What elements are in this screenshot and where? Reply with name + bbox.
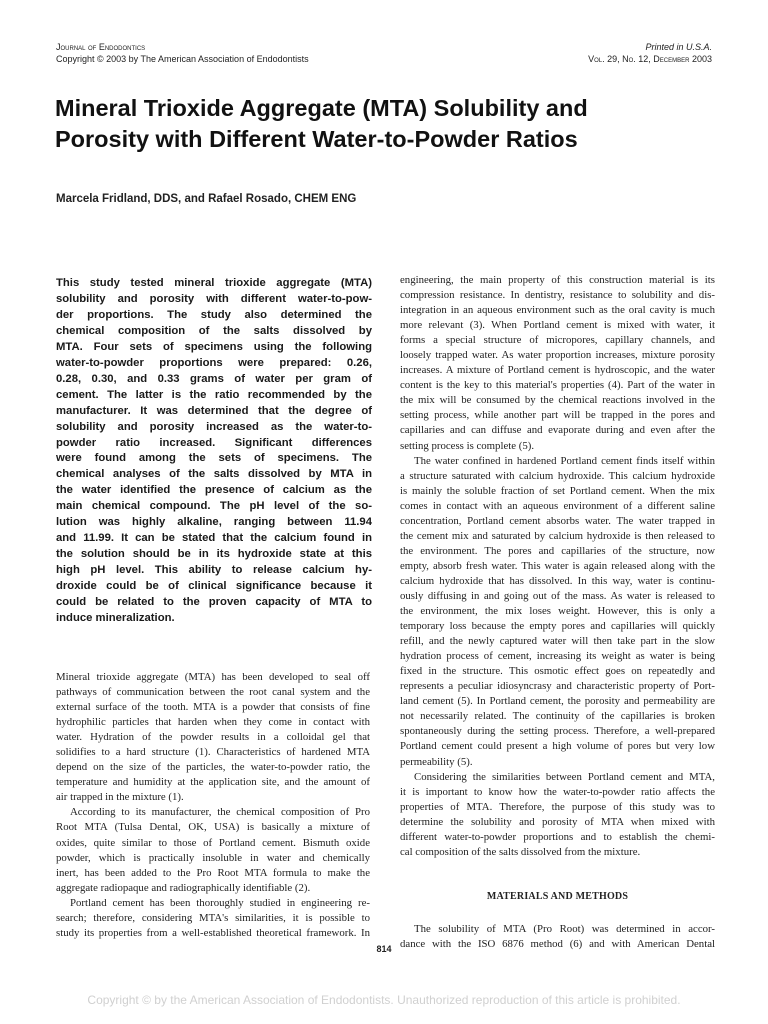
abstract-line: induce mineralization. — [56, 612, 175, 625]
abstract-line: were found among the sets of specimens. The — [56, 452, 372, 465]
running-header-left — [56, 42, 309, 65]
body-line: increases. A mixture of Portland cement is hydroscopic, and the water — [400, 364, 715, 377]
body-line: The water confined in hardened Portland cement finds itself within — [414, 454, 715, 467]
abstract — [56, 276, 372, 627]
body-line: ously diffusing in and going out of the mass. As water is released to — [400, 589, 715, 602]
abstract-line: solubility and porosity increased as the water-to- — [56, 420, 372, 433]
body-line: a structure saturated with calcium hydroxide. This calcium hydroxide — [400, 469, 715, 482]
body-line: solidifies to a hard structure (1). Characteristics of hardened MTA — [56, 746, 370, 759]
body-line: Root MTA (Tulsa Dental, OK, USA) is basically a mixture of — [56, 821, 370, 834]
journal-name: Journal of Endodontics — [56, 42, 146, 52]
body-line: more relevant (3). When Portland cement is mixed with water, it — [400, 319, 715, 332]
body-line: Mineral trioxide aggregate (MTA) has been developed to seal off — [56, 671, 370, 683]
abstract-line: powder ratio increased. Significant differences — [56, 436, 372, 449]
volume-issue: Vol. 29, No. 12, December 2003 — [588, 53, 712, 64]
body-line: dance with the ISO 6876 method (6) and with American Dental — [400, 937, 715, 950]
abstract-line: der proportions. The study also determined the — [56, 308, 372, 321]
body-line: calcium hydroxide that has dissolved. In this way, water is continu- — [400, 574, 715, 587]
article-title — [55, 93, 715, 155]
abstract-line: manufacturer. It was determined that the degree of — [56, 404, 372, 417]
abstract-line: cement. The latter is the ratio recommended by the — [56, 388, 372, 401]
abstract-line: This study tested mineral trioxide aggregate (MTA) — [56, 277, 372, 289]
body-line: not necessarily related. The continuity of the capillaries is broken — [400, 710, 715, 723]
body-line: integration in an aqueous environment such as the oral cavity is much — [400, 304, 715, 317]
body-line: setting process is complete (5). — [400, 439, 535, 452]
title-line: Mineral Trioxide Aggregate (MTA) Solubility and — [55, 95, 588, 121]
body-line: permeability (5). — [400, 755, 473, 768]
body-line: it is important to know how the water-to-powder ratio affects the — [400, 785, 715, 798]
body-line: search; therefore, considering MTA's similarities, it is possible to — [56, 911, 370, 924]
abstract-line: could be related to the proven capacity of MTA to — [56, 596, 372, 609]
body-line: cal composition of the salts dissolved from the mixture. — [400, 845, 641, 858]
body-line: Portland cement could present a high volume of pores but very low — [400, 740, 715, 753]
abstract-line: solubility and porosity with different water-to-pow- — [56, 292, 372, 305]
body-line: hydration process of cement, increasing its weight as water is being — [400, 650, 715, 663]
abstract-line: high pH level. This ability to release calcium hy- — [56, 564, 372, 577]
body-line: Portland cement has been thoroughly studied in engineering re- — [70, 896, 370, 909]
body-line: the environment, the mix loses weight. However, this is only a — [400, 605, 715, 618]
abstract-line: droxide could be of clinical significance because it — [56, 580, 372, 593]
body-line: pathways of communication between the root canal system and the — [56, 686, 370, 699]
body-line: fixed in the structure. This osmotic effect goes on repeatedly and — [400, 665, 715, 678]
body-line: oxides, quite similar to those of Portland cement. Bismuth oxide — [56, 836, 370, 849]
body-line: the mix will be consumed by the chemical reactions involved in the — [400, 394, 715, 407]
running-header-right — [588, 42, 712, 65]
abstract-line: main chemical compound. The pH level of the so- — [56, 500, 372, 513]
body-line: compression resistance. In dentistry, resistance to solubility and dis- — [400, 289, 715, 302]
body-line: capillaries and can diffuse and evaporate during and even after the — [400, 424, 715, 437]
section-heading: MATERIALS AND METHODS — [486, 890, 629, 902]
body-line: hydrophilic particles that harden when they come in contact with — [56, 716, 370, 729]
printed-in: Printed in U.S.A. — [645, 42, 712, 52]
body-line: aggregate radiopaque and radiographically identifiable (2). — [56, 881, 311, 894]
body-line: temperature and humidity at the application site, and the amount of — [56, 776, 370, 789]
body-line: the cement mix and saturated by calcium hydroxide is then released to — [400, 529, 715, 542]
abstract-line: chemical analyses of the salts dissolved by MTA in — [56, 468, 372, 481]
body-line: engineering, the main property of this construction material is its — [400, 274, 715, 286]
body-line: empty, absorb fresh water. This water is again released along with the — [400, 559, 715, 572]
body-line: determine the solubility and porosity of MTA when mixed with — [400, 815, 715, 828]
body-column-left — [56, 670, 370, 941]
body-line: air trapped in the mixture (1). — [56, 791, 184, 804]
title-line: Porosity with Different Water-to-Powder Ratios — [55, 126, 578, 152]
body-line: inert, has been added to the Pro Root MTA formula to make the — [56, 866, 370, 879]
abstract-line: chemical composition of the salts dissolved by — [56, 324, 372, 337]
body-column-right — [400, 273, 715, 952]
body-line: content is the key to this material's properties (4). Part of the water in — [400, 379, 715, 392]
body-line: properties of MTA. Therefore, the purpose of this study was to — [400, 800, 715, 813]
body-line: The solubility of MTA (Pro Root) was determined in accor- — [414, 922, 715, 935]
body-line: comes in contact with an aqueous environment of a different saline — [400, 499, 715, 512]
abstract-line: the water identified the presence of calcium as the — [56, 484, 372, 497]
body-line: loosely trapped water. As water proportion increases, mixture porosity — [400, 349, 715, 362]
copyright-line: Copyright © 2003 by The American Association of Endodontists — [56, 53, 309, 64]
body-line: different water-to-powder proportions and to establish the chemi- — [400, 830, 715, 843]
body-line: concentration, Portland cement absorbs water. The water trapped in — [400, 514, 715, 527]
body-line: the environment. The pores and capillaries of the structure, now — [400, 544, 715, 557]
body-line: powder, which is practically insoluble in water and chemically — [56, 851, 370, 864]
body-line: setting process, while another part will be trapped in the pores and — [400, 409, 715, 422]
abstract-line: MTA. Four sets of specimens using the following — [56, 340, 372, 353]
abstract-line: lution was highly alkaline, ranging between 11.94 — [56, 516, 372, 529]
body-line: Considering the similarities between Portland cement and MTA, — [414, 770, 715, 783]
abstract-line: 0.28, 0.30, and 0.33 grams of water per gram of — [56, 372, 372, 385]
body-line: represents a peculiar idiosyncrasy and characteristic property of Port- — [400, 680, 715, 693]
copyright-watermark: Copyright © by the American Association of Endodontists. Unauthorized reproduction of this article is prohibited. — [87, 993, 681, 1007]
body-line: refill, and the newly captured water will then take part in the slow — [400, 635, 715, 648]
abstract-line: and 11.99. It can be stated that the calcium found in — [56, 532, 372, 545]
body-line: land cement (5). In Portland cement, the porosity and permeability are — [400, 695, 715, 708]
abstract-line: the solution should be in its hydroxide state at this — [56, 548, 372, 561]
abstract-line: water-to-powder proportions were prepared: 0.26, — [56, 356, 372, 369]
body-line: is mainly the soluble fraction of set Portland cement. When the mix — [400, 484, 715, 497]
page-number: 814 — [376, 944, 392, 954]
body-line: According to its manufacturer, the chemical composition of Pro — [70, 806, 370, 819]
body-line: external surface of the tooth. MTA is a powder that consists of fine — [56, 701, 370, 714]
body-line: spontaneously during the setting process. Therefore, a well-prepared — [400, 725, 715, 738]
body-line: study its properties from a well-established theoretical framework. In — [56, 926, 370, 939]
body-line: forms a special structure of micropores, capillary channels, and — [400, 334, 715, 347]
body-line: temporary loss because the empty pores and capillaries will quickly — [400, 620, 715, 633]
body-line: depend on the size of the particles, the water-to-powder ratio, the — [56, 761, 370, 774]
authors: Marcela Fridland, DDS, and Rafael Rosado, CHEM ENG — [56, 193, 357, 205]
body-line: water. Hydration of the powder results in a colloidal gel that — [56, 731, 370, 744]
